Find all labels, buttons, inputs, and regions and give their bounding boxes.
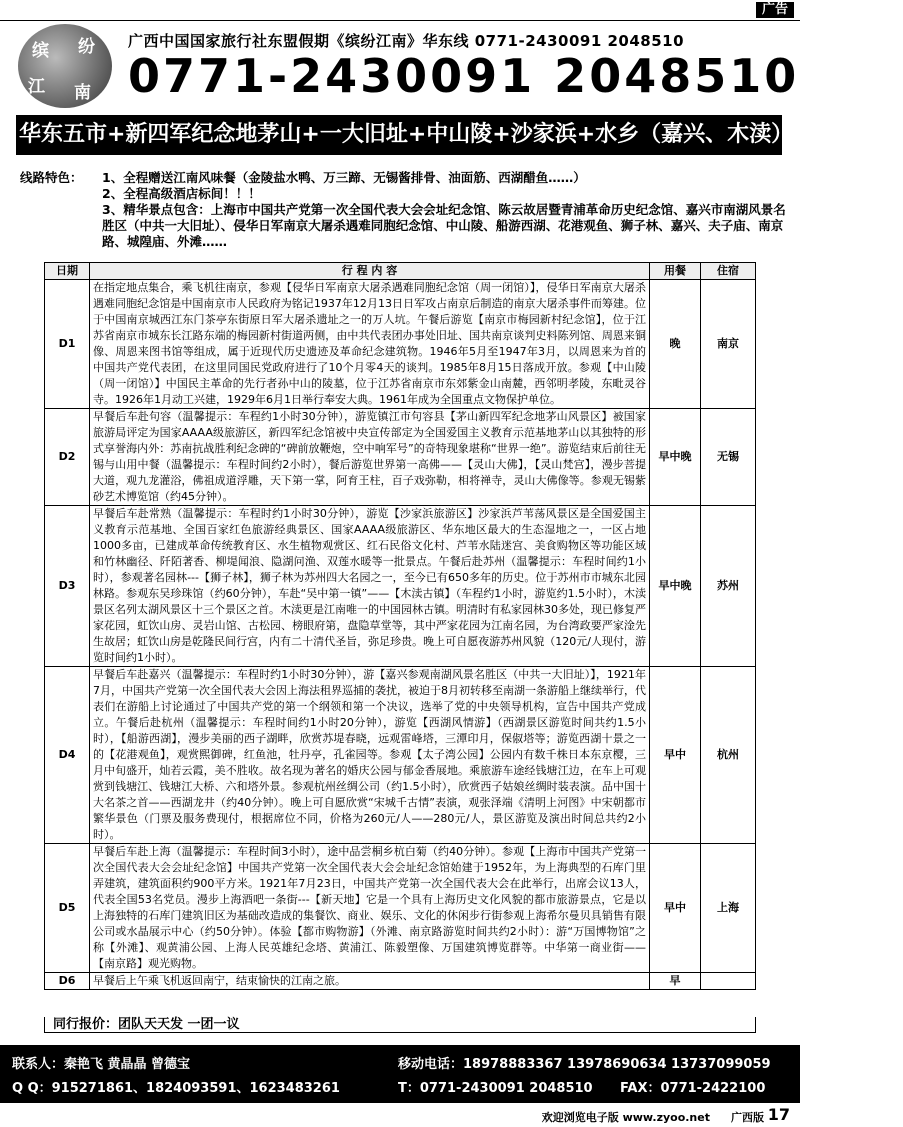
table-row [45,506,756,667]
desc-cell: 早餐后车赴句容（温馨提示：车程约1小时30分钟），游览镇江市句容县【茅山新四军纪念地茅山风景区】被国家旅游局评定为国家AAAA级旅游区，新四军纪念馆被中央宣传部定为全国爱国主义教育示范基地茅山以其独特的形式享誉海内外：苏南抗战胜利纪念碑的“碑前放鞭炮，空中响军号”的奇特现象堪称“世界一绝”。游览结束后前往无锡与山用中餐（温馨提示：车程时间约2小时），餐后游览世界第一高佛——【灵山大佛】，【灵山梵宫】，漫步菩提大道，观九龙灌浴，佛祖成道浮雕，天下第一掌，阿育王柱，百子戏弥勒，相将禅寺，灵山大佛像等。参观无锡紫砂艺术博览馆（约45分钟）。 [90,409,650,506]
logo-char-3: 江 [28,77,45,97]
telephone: T：0771-2430091 2048510 [398,1081,593,1096]
ad-tag: 广告 [756,2,794,18]
contact-footer [0,1045,800,1103]
day-cell: D3 [45,506,90,667]
website-link[interactable]: 欢迎浏览电子版 www.zyoo.net [541,1111,710,1124]
hotel-cell: 杭州 [701,667,756,844]
fax: FAX：0771-2422100 [620,1081,766,1096]
logo-char-1: 缤 [32,41,49,61]
features-label: 线路特色： [20,170,83,185]
header-meal: 用餐 [650,263,701,280]
quote-row: 同行报价：团队天天发 一团一议 [44,1017,756,1033]
meal-cell: 早 [650,973,701,990]
desc-cell: 早餐后车赴常熟（温馨提示：车程时约1小时30分钟），游览【沙家浜旅游区】沙家浜芦苇荡风景区是全国爱国主义教育示范基地、全国百家红色旅游经典景区、国家AAAA级旅游区、华东地区最大的生态湿地之一，一区占地1000多亩，已建成革命传统教育区、水生植物观赏区、红石民俗文化村、芦苇水陆迷宫、美食购物区等功能区域和竹林幽径、阡陌著香、柳堤闻浪、隐湖问渔、双莲水暖等一批景点。午餐后赴苏州（温馨提示：车程时间约1小时），参观著名园林---【狮子林】，狮子林为苏州四大名园之一，至今已有650多年的历史。位于苏州市市城东北园林路。参观东吴珍珠馆（约60分钟），车赴“吴中第一镇”——【木渎古镇】（车程约1小时，游览约1.5小时），木渎景区名列太湖风景区十三个景区之首。木渎更是江南唯一的中国园林古镇。明清时有私家园林30多处，现已修复严家花园，虹饮山房、灵岩山馆、古松园、榜眼府第，盘隐草堂等，其中严家花园为江南名园，为台湾政要严家淦先生故居；虹饮山房是乾隆民间行宫，内有二十清代圣旨，弥足珍贵。晚上可自愿夜游苏州风貌（120元/人现付，游览时间约1小时）。 [90,506,650,667]
day-cell: D2 [45,409,90,506]
desc-cell: 在指定地点集合，乘飞机往南京，参观【侵华日军南京大屠杀遇难同胞纪念馆（周一闭馆）】，侵华日军南京大屠杀遇难同胞纪念馆是中国南京市人民政府为铭记1937年12月13日日军攻占南京后制造的南京大屠杀事件而筹建。位于中国南京城西江东门茶亭东街原日军大屠杀遗址之一的万人坑。午餐后游览【南京市梅园新村纪念馆】，位于江苏省南京市城东长江路东端的梅园新村街道两侧，由中共代表团办事处旧址、国共南京谈判史料陈列馆、周恩来铜像、周恩来图书馆等组成，属于近现代历史遗迹及革命纪念建筑物。1946年5月至1947年3月，以周恩来为首的中国共产党代表团，在这里同国民党政府进行了10个月零4天的谈判。1985年8月15日落成开放。参观【中山陵（周一闭馆）】中国民主革命的先行者孙中山的陵墓，位于江苏省南京市东郊紫金山南麓，西邻明孝陵，东毗灵谷寺。1926年1月动工兴建，1929年6月1日举行奉安大典。1961年成为全国重点文物保护单位。 [90,280,650,409]
mobile-phones: 移动电话：18978883367 13978690634 13737099059 [398,1057,771,1072]
itinerary-table [44,262,756,990]
day-cell: D1 [45,280,90,409]
edition-label: 广西版 [731,1111,764,1124]
tour-title-banner: 华东五市+新四军纪念地茅山+一大旧址+中山陵+沙家浜+水乡（嘉兴、木渎）红色六日游 [16,115,782,155]
meal-cell: 早中晚 [650,506,701,667]
hotel-cell: 苏州 [701,506,756,667]
hotel-cell: 无锡 [701,409,756,506]
desc-cell: 早餐后车赴上海（温馨提示：车程时间3小时），途中品尝桐乡杭白菊（约40分钟）。参观【上海市中国共产党第一次全国代表大会会址纪念馆】中国共产党第一次全国代表大会会址纪念馆始建于1952年，为上海典型的石库门里弄建筑，建筑面积约900平方米。1921年7月23日，中国共产党第一次全国代表大会在此举行，出席会议13人，代表全国53名党员。漫步上海酒吧一条街---【新天地】它是一个具有上海历史文化风貌的都市旅游景点，它是以上海独特的石库门建筑旧区为基础改造成的集餐饮、商业、娱乐、文化的休闲步行街参观上海希尔曼贝具销售有限公司或水晶展示中心（约50分钟）。体验【都市购物游】（外滩、南京路游览时间共约2小时）：游“万国博物馆”之称【外滩】、观黄浦公园、上海人民英雄纪念塔、黄浦江、陈毅塑像、万国建筑博览群等。中华第一商业街——【南京路】观光购物。 [90,844,650,973]
desc-cell: 早餐后车赴嘉兴（温馨提示：车程时约1小时30分钟），游【嘉兴参观南湖风景名胜区（中共一大旧址）】，1921年7月，中国共产党第一次全国代表大会因上海法租界巡捕的袭扰，被迫于8月初转移至南湖一条游船上继续举行，代表们在游船上讨论通过了中国共产党的第一个纲领和第一个决议，选举了党的中央领导机构，宣告中国共产党成立。午餐后赴杭州（温馨提示：车程时间约1小时20分钟），游览【西湖风情游】（西湖景区游览时间共约1.5小时），【船游西湖】，漫步美丽的西子湖畔，欣赏苏堤春晓，远观雷峰塔，三潭印月，保俶塔等；游览西湖十景之一的【花港观鱼】，观赏熙御碑，红鱼池，牡丹亭，孔雀园等。参观【太子湾公园】公园内有数千株日本东京樱，三月中旬盛开，灿若云霞，美不胜收。故名现为著名的婚庆公园与郁金香展地。乘旅游车途经钱塘江边，在车上可观赏到钱塘江、钱塘江大桥、六和塔外景。参观杭州丝绸公司（约1.5小时），欣赏西子姑娘丝绸时装表演。品中国十大名茶之首——西湖龙井（约40分钟）。晚上可自愿欣赏“宋城千古情”表演，观张泽端《清明上河图》中宋朝都市繁华景色（门票及服务费现付，根据席位不同，价格为260元/人——280元/人，景区游览及演出时间总共约2小时）。 [90,667,650,844]
logo-char-2: 纷 [78,37,95,57]
feature-item: 1、全程赠送江南风味餐（金陵盐水鸭、万三蹄、无锡酱排骨、油面筋、西湖醋鱼……） [102,170,586,185]
feature-item: 2、全程高级酒店标间！！！ [102,186,261,201]
features-list [102,170,792,250]
table-row [45,973,756,990]
meal-cell: 早中晚 [650,409,701,506]
table-row [45,409,756,506]
header-line: 广西中国国家旅行社东盟假期《缤纷江南》华东线 0771-2430091 2048510 [128,32,685,50]
agency-logo [18,24,112,108]
table-header-row [45,263,756,280]
table-row [45,280,756,409]
contact-names: 联系人：秦艳飞 黄晶晶 曾德宝 [12,1057,191,1072]
qq-numbers: Q Q：915271861、1824093591、1623483261 [12,1081,340,1096]
page-number: 17 [767,1105,790,1124]
day-cell: D5 [45,844,90,973]
bottom-strip [0,1103,800,1127]
meal-cell: 晚 [650,280,701,409]
header-hotel: 住宿 [701,263,756,280]
table-row [45,667,756,844]
logo-char-4: 南 [74,83,91,103]
top-strip [0,0,800,21]
day-cell: D4 [45,667,90,844]
header-desc: 行 程 内 容 [90,263,650,280]
hotel-cell: 南京 [701,280,756,409]
day-cell: D6 [45,973,90,990]
hotel-cell [701,973,756,990]
desc-cell: 早餐后上午乘飞机返回南宁，结束愉快的江南之旅。 [90,973,650,990]
feature-item: 3、精华景点包含：上海市中国共产党第一次全国代表大会会址纪念馆、陈云故居暨青浦革命历史纪念馆、嘉兴市南湖风景名胜区（中共一大旧址）、侵华日军南京大屠杀遇难同胞纪念馆、中山陵、船游西湖、花港观鱼、狮子林、嘉兴、夫子庙、南京路、城隍庙、外滩…… [102,202,786,249]
table-row [45,844,756,973]
big-phone-number: 0771-2430091 2048510 [128,49,800,103]
header-day: 日期 [45,263,90,280]
meal-cell: 早中 [650,844,701,973]
hotel-cell: 上海 [701,844,756,973]
meal-cell: 早中 [650,667,701,844]
